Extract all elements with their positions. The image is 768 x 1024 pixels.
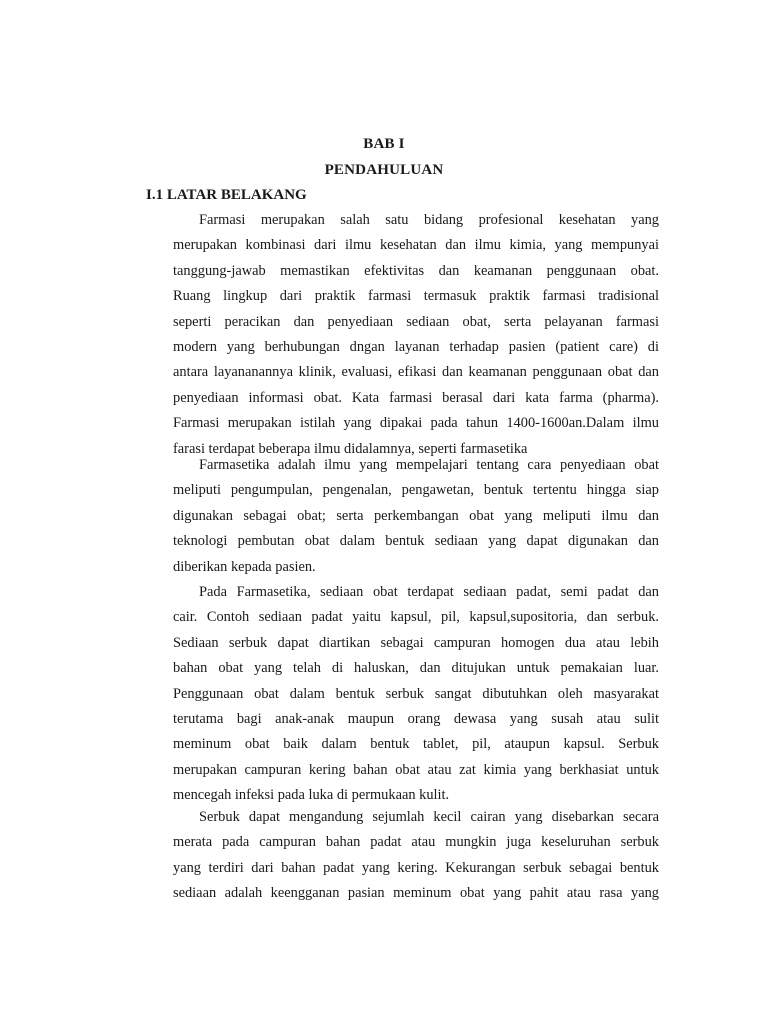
text-line: Serbuk dapat mengandung sejumlah kecil cairan yang disebarkan secara	[199, 809, 659, 825]
text-line: Farmasi merupakan istilah yang dipakai pada tahun 1400-1600an.Dalam ilmu	[173, 415, 659, 432]
paragraph	[173, 580, 659, 809]
text-line: meliputi pengumpulan, pengenalan, pengawetan, bentuk tertentu hingga siap	[173, 482, 659, 499]
text-line: Farmasetika adalah ilmu yang mempelajari tentang cara penyediaan obat	[199, 457, 659, 473]
text-line: merupakan campuran kering bahan obat atau zat kimia yang berkhasiat untuk	[173, 761, 659, 778]
text-line: seperti peracikan dan penyediaan sediaan obat, serta pelayanan farmasi	[173, 313, 659, 330]
paragraph	[173, 208, 659, 462]
text-line: merupakan kombinasi dari ilmu kesehatan dan ilmu kimia, yang mempunyai	[173, 237, 659, 254]
text-line: penyediaan informasi obat. Kata farmasi berasal dari kata farma (pharma).	[173, 389, 659, 406]
text-line: meminum obat baik dalam bentuk tablet, pil, ataupun kapsul. Serbuk	[173, 736, 659, 753]
paragraph	[173, 805, 659, 907]
text-line: sediaan adalah keengganan pasian meminum obat yang pahit atau rasa yang	[173, 885, 659, 902]
text-line: farasi terdapat beberapa ilmu didalamnya, seperti farmasetika	[173, 440, 528, 457]
text-line: tanggung-jawab memastikan efektivitas dan keamanan penggunaan obat.	[173, 262, 659, 279]
text-line: Farmasi merupakan salah satu bidang profesional kesehatan yang	[199, 212, 659, 228]
chapter-label: BAB I	[363, 136, 405, 152]
text-line: digunakan sebagai obat; serta perkembangan obat yang meliputi ilmu dan	[173, 507, 659, 524]
text-line: diberikan kepada pasien.	[173, 558, 316, 575]
text-line: Sediaan serbuk dapat diartikan sebagai campuran homogen dua atau lebih	[173, 634, 659, 651]
text-line: mencegah infeksi pada luka di permukaan kulit.	[173, 787, 450, 804]
text-line: yang terdiri dari bahan padat yang kering. Kekurangan serbuk sebagai bentuk	[173, 859, 659, 876]
text-line: merata pada campuran bahan padat atau mungkin juga keseluruhan serbuk	[173, 834, 659, 851]
text-line: bahan obat yang telah di haluskan, dan ditujukan untuk pemakaian luar.	[173, 660, 659, 677]
text-line: antara layananannya klinik, evaluasi, efikasi dan keamanan penggunaan obat dan	[173, 364, 659, 381]
text-line: Pada Farmasetika, sediaan obat terdapat sediaan padat, semi padat dan	[199, 584, 659, 600]
section-title: I.1 LATAR BELAKANG	[146, 187, 307, 203]
text-line: Penggunaan obat dalam bentuk serbuk sangat dibutuhkan oleh masyarakat	[173, 685, 659, 702]
paragraph	[173, 453, 659, 580]
text-line: teknologi pembutan obat dalam bentuk sediaan yang dapat digunakan dan	[173, 533, 659, 550]
chapter-title: PENDAHULUAN	[324, 162, 444, 178]
text-line: modern yang berhubungan dngan layanan terhadap pasien (patient care) di	[173, 338, 659, 355]
text-line: Ruang lingkup dari praktik farmasi termasuk praktik farmasi tradisional	[173, 288, 659, 305]
text-line: terutama bagi anak-anak maupun orang dewasa yang susah atau sulit	[173, 710, 659, 727]
text-line: cair. Contoh sediaan padat yaitu kapsul, pil, kapsul,supositoria, dan serbuk.	[173, 609, 659, 626]
